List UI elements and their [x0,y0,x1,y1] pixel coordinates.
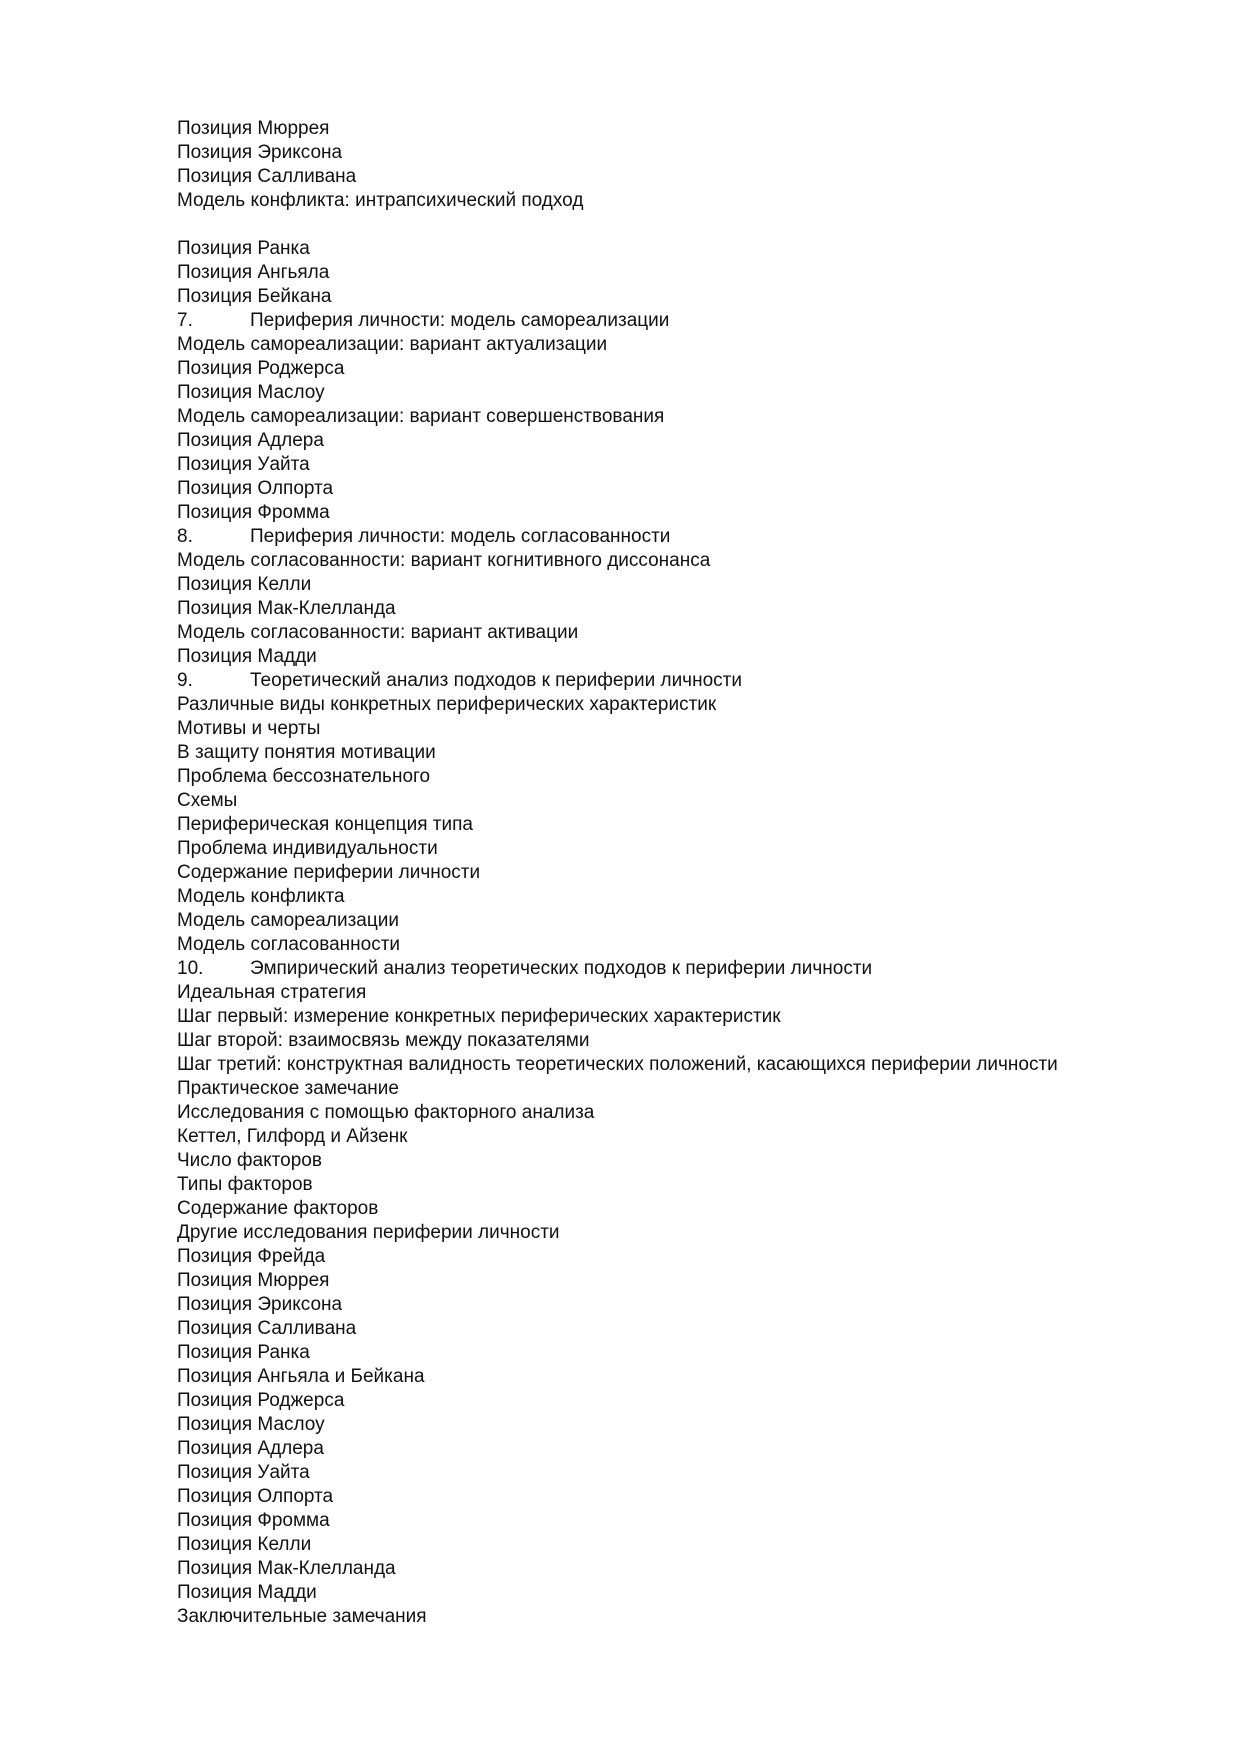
toc-entry: Проблема индивидуальности [177,838,438,859]
toc-entry: Позиция Уайта [177,1462,310,1483]
toc-entry: Позиция Фромма [177,502,330,523]
toc-entry: Проблема бессознательного [177,766,431,787]
toc-entry: Содержание факторов [177,1198,379,1219]
toc-entry: Шаг второй: взаимосвязь между показателями [177,1030,590,1051]
toc-entry: Содержание периферии личности [177,862,481,883]
toc-entry: Модель согласованности: вариант активации [177,622,579,643]
toc-entry: Схемы [177,790,238,811]
toc-entry: Число факторов [177,1150,322,1171]
toc-entry: В защиту понятия мотивации [177,742,436,763]
toc-entry: Позиция Олпорта [177,478,334,499]
toc-entry: Практическое замечание [177,1078,399,1099]
toc-entry: Шаг первый: измерение конкретных периферических характеристик [177,1006,781,1027]
chapter-number: 7. [177,310,193,331]
toc-entry: Модель конфликта [177,886,345,907]
toc-entry: Позиция Ангьяла [177,262,330,283]
chapter-number: 9. [177,670,193,691]
toc-entry: Позиция Мак-Клелланда [177,598,396,619]
chapter-heading [177,669,1217,693]
toc-entry: Позиция Салливана [177,1318,357,1339]
toc-entry: Позиция Ранка [177,238,310,259]
toc-entry: Позиция Фрейда [177,1246,326,1267]
toc-entry: Позиция Маслоу [177,1414,325,1435]
chapter-heading [177,957,1217,981]
toc-entry: Шаг третий: конструктная валидность теоретических положений, касающихся периферии личности [177,1054,1058,1075]
toc-entry: Позиция Мак-Клелланда [177,1558,396,1579]
toc-entry: Мотивы и черты [177,718,321,739]
toc-entry: Различные виды конкретных периферических характеристик [177,694,717,715]
toc-entry: Позиция Ангьяла и Бейкана [177,1366,425,1387]
toc-entry: Позиция Салливана [177,166,357,187]
chapter-title: Периферия личности: модель согласованности [250,526,671,547]
toc-entry: Другие исследования периферии личности [177,1222,560,1243]
toc-entry: Позиция Уайта [177,454,310,475]
toc-entry: Идеальная стратегия [177,982,367,1003]
toc-entry: Позиция Мюррея [177,1270,330,1291]
chapter-heading [177,309,1217,333]
toc-entry: Модель согласованности [177,934,401,955]
toc-entry: Позиция Мадди [177,1582,317,1603]
toc-entry: Позиция Роджерса [177,358,345,379]
chapter-title: Теоретический анализ подходов к периферии личности [250,670,742,691]
chapter-number: 10. [177,958,204,979]
toc-entry: Позиция Мадди [177,646,317,667]
toc-entry: Модель самореализации: вариант актуализации [177,334,608,355]
toc-entry: Модель самореализации [177,910,399,931]
toc-entry: Исследования с помощью факторного анализа [177,1102,595,1123]
chapter-title: Эмпирический анализ теоретических подходов к периферии личности [250,958,873,979]
toc-entry: Позиция Роджерса [177,1390,345,1411]
toc-entry: Позиция Келли [177,574,312,595]
toc-entry: Кеттел, Гилфорд и Айзенк [177,1126,408,1147]
toc-entry: Модель согласованности: вариант когнитивного диссонанса [177,550,711,571]
toc-entry: Типы факторов [177,1174,313,1195]
toc-entry: Позиция Олпорта [177,1486,334,1507]
table-of-contents [177,117,1217,1629]
toc-entry: Позиция Мюррея [177,118,330,139]
toc-entry: Заключительные замечания [177,1606,427,1627]
chapter-heading [177,525,1217,549]
toc-entry: Позиция Келли [177,1534,312,1555]
toc-entry: Позиция Маслоу [177,382,325,403]
blank-line [177,213,1217,237]
toc-entry: Периферическая концепция типа [177,814,473,835]
chapter-number: 8. [177,526,193,547]
toc-entry: Позиция Эриксона [177,142,343,163]
chapter-title: Периферия личности: модель самореализации [250,310,670,331]
toc-entry: Позиция Ранка [177,1342,310,1363]
toc-entry: Позиция Адлера [177,1438,324,1459]
toc-entry: Позиция Фромма [177,1510,330,1531]
toc-entry: Позиция Бейкана [177,286,332,307]
toc-entry: Позиция Адлера [177,430,324,451]
toc-entry: Модель конфликта: интрапсихический подход [177,190,584,211]
toc-entry: Модель самореализации: вариант совершенствования [177,406,665,427]
toc-entry: Позиция Эриксона [177,1294,343,1315]
